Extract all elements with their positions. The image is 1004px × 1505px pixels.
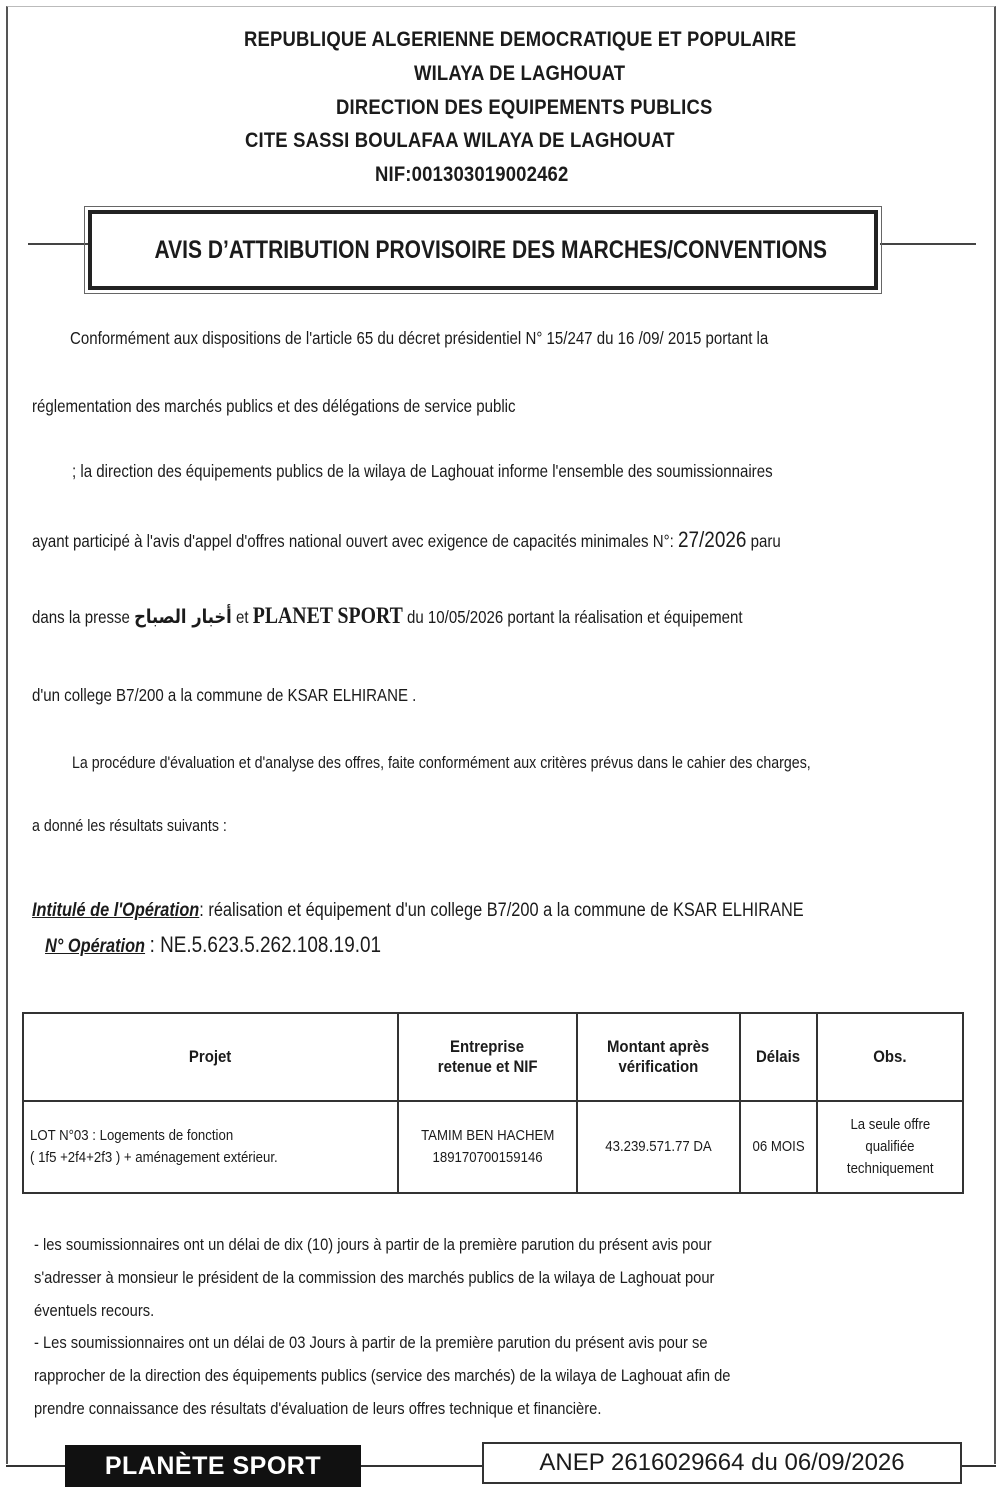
body-paragraph-8: a donné les résultats suivants : xyxy=(32,817,227,835)
header-nif: NIF:001303019002462 xyxy=(375,163,569,186)
header-montant: Montant après vérification xyxy=(577,1013,740,1101)
arabic-newspaper-name: أخبار الصباح xyxy=(134,606,232,628)
cell-obs: La seule offre qualifiée techniquement xyxy=(817,1101,963,1193)
cell-delais: 06 MOIS xyxy=(740,1101,818,1193)
note-consultation: - Les soumissionnaires ont un délai de 03 Jours à partir de la première parution du présent avis pour se rapprocher de la direction des équipements publics (service des marchés) de la wilaya de Laghouat afin de prendre connaissance des résultats d'évaluation de leurs offres technique et financière. xyxy=(34,1333,731,1418)
tender-text: ayant participé à l'avis d'appel d'offres national ouvert avec exigence de capacités minimales N°: xyxy=(32,531,674,551)
press-and: et xyxy=(235,607,249,627)
notice-title: AVIS D’ATTRIBUTION PROVISOIRE DES MARCHES/CONVENTIONS xyxy=(154,236,828,264)
table-row xyxy=(23,1101,963,1193)
header-wilaya: WILAYA DE LAGHOUAT xyxy=(414,62,626,85)
footer-rule-middle xyxy=(361,1465,482,1467)
body-paragraph-3: ; la direction des équipements publics de la wilaya de Laghouat informe l'ensemble des soumissionnaires xyxy=(72,461,773,481)
cell-entreprise: TAMIM BEN HACHEM 189170700159146 xyxy=(398,1101,576,1193)
cell-projet: LOT N°03 : Logements de fonction ( 1f5 +2f4+2f3 ) + aménagement extérieur. xyxy=(23,1101,398,1193)
body-paragraph-7: La procédure d'évaluation et d'analyse des offres, faite conformément aux critères prévus dans le cahier des charges, xyxy=(72,754,811,772)
note-recours: - les soumissionnaires ont un délai de dix (10) jours à partir de la première parution du présent avis pour s'adresser à monsieur le président de la commission des marchés publics de la wilaya de Laghouat pour éventuels recours. xyxy=(34,1235,715,1320)
operation-number-label: N° Opération xyxy=(45,936,146,957)
operation-title-label: Intitulé de l'Opération xyxy=(32,900,200,921)
header-direction: DIRECTION DES EQUIPEMENTS PUBLICS xyxy=(336,96,713,119)
header-projet: Projet xyxy=(23,1013,398,1101)
body-paragraph-1: Conformément aux dispositions de l'article 65 du décret présidentiel N° 15/247 du 16 /09/ 2015 portant la xyxy=(70,328,769,348)
body-paragraph-5 xyxy=(32,603,743,629)
operation-title-line xyxy=(32,900,804,922)
notice-title-box xyxy=(88,210,878,290)
footer-rule-right xyxy=(962,1465,996,1467)
operation-number-line xyxy=(45,932,381,958)
body-paragraph-4 xyxy=(32,527,781,553)
operation-title-value: : réalisation et équipement d'un college B7/200 a la commune de KSAR ELHIRANE xyxy=(199,900,804,921)
header-entreprise: Entreprise retenue et NIF xyxy=(398,1013,576,1101)
publication-tag: PLANÈTE SPORT xyxy=(65,1445,361,1487)
tender-tail: paru xyxy=(750,531,781,551)
footer-rule-left xyxy=(6,1465,66,1467)
operation-number-value: : NE.5.623.5.262.108.19.01 xyxy=(149,932,382,957)
table-header-row xyxy=(23,1013,963,1101)
anep-reference: ANEP 2616029664 du 06/09/2026 xyxy=(482,1442,962,1484)
header-obs: Obs. xyxy=(817,1013,963,1101)
results-table xyxy=(22,1012,964,1194)
press-tail: du 10/05/2026 portant la réalisation et équipement xyxy=(407,607,743,627)
header-address: CITE SASSI BOULAFAA WILAYA DE LAGHOUAT xyxy=(245,129,675,152)
header-delais: Délais xyxy=(740,1013,818,1101)
body-paragraph-2: réglementation des marchés publics et des délégations de service public xyxy=(32,396,516,416)
cell-montant: 43.239.571.77 DA xyxy=(577,1101,740,1193)
tender-number: 27/2026 xyxy=(677,527,747,552)
press-prefix: dans la presse xyxy=(32,607,130,627)
header-republic: REPUBLIQUE ALGERIENNE DEMOCRATIQUE ET POPULAIRE xyxy=(244,28,797,51)
title-rule-left xyxy=(28,243,90,245)
newspaper-name: PLANET SPORT xyxy=(252,603,403,628)
title-rule-right xyxy=(880,243,976,245)
body-paragraph-6: d'un college B7/200 a la commune de KSAR ELHIRANE . xyxy=(32,685,417,705)
